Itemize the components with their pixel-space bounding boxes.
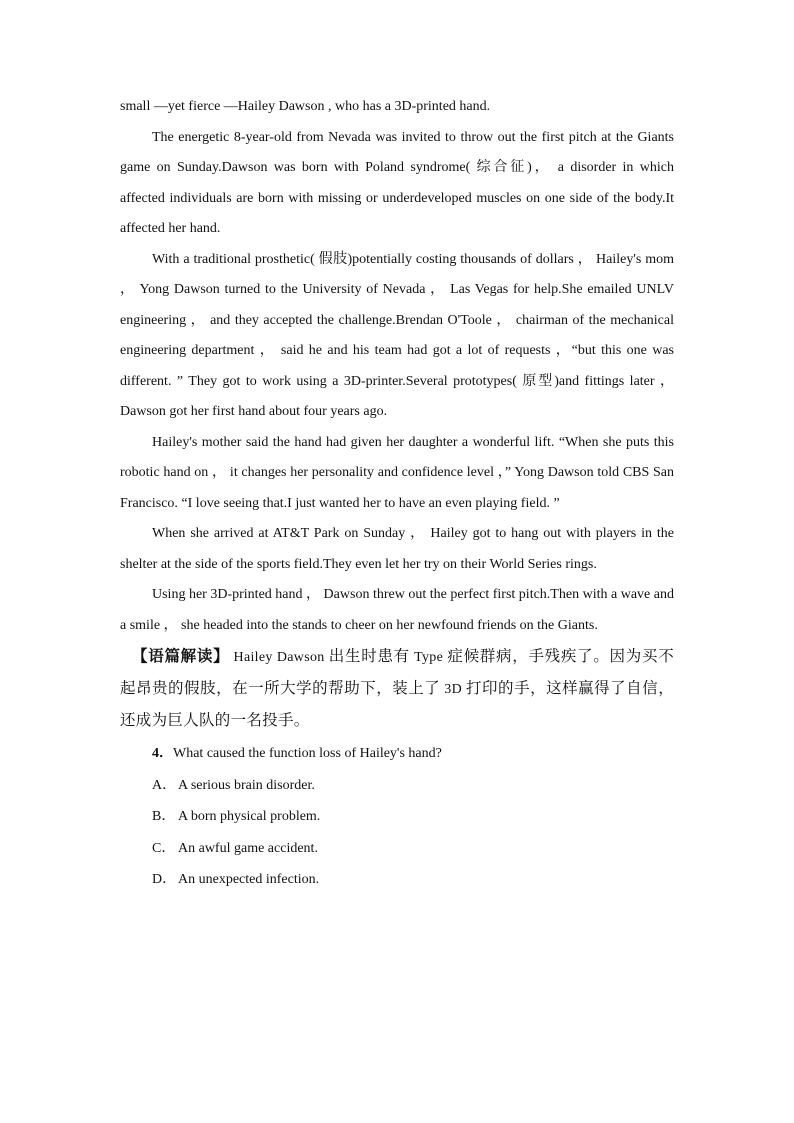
option-b	[120, 801, 674, 833]
option-a	[120, 770, 674, 802]
question-stem-line	[120, 738, 674, 770]
discourse-analysis-tag: 【语篇解读】	[132, 647, 230, 665]
option-text: An unexpected infection.	[178, 872, 320, 887]
guide-text-a: Hailey Dawson	[229, 650, 329, 665]
document-page	[120, 92, 674, 896]
guide-text-f: 打印的手，这样赢得了自信，还成为巨人队的一名投手。	[120, 679, 674, 729]
guide-text-e: 3D	[440, 682, 467, 697]
option-letter: A．	[152, 777, 177, 793]
option-letter: D．	[152, 872, 177, 887]
option-letter: C．	[152, 840, 176, 856]
option-d	[120, 864, 674, 896]
passage-paragraph-6: Using her 3D-printed hand ， Dawson threw out the perfect first pitch.Then with a wave and a smile ， she headed into the stands to cheer on her newfound friends on the Giants.	[120, 587, 674, 633]
question-number: 4．	[152, 746, 173, 761]
passage-paragraph-3: With a traditional prosthetic( 假肢)potentially costing thousands of dollars ， Hailey's mom ， Yong Dawson turned to the University of Nevada ， Las Vegas for help.She emailed UNLV engineering ， and they accepted the challenge.Brendan O'Toole ， chairman of the mechanical engineering department ， said he and his team had got a lot of requests ，“but this one was different. ” They got to work using a 3D-printer.Several prototypes( 原型)and fittings later ， Dawson got her first hand about four years ago.	[120, 251, 674, 419]
option-c	[120, 833, 674, 865]
guide-text-d: 症候群病，手残疾了。因为买不起昂贵的假肢，在一所大学的帮助下，装上了	[120, 647, 675, 697]
discourse-analysis	[120, 641, 674, 736]
passage-paragraph-4: Hailey's mother said the hand had given her daughter a wonderful lift. “When she puts this robotic hand on ， it changes her personality and confidence level ，” Yong Dawson told CBS San Francisco. “I love seeing that.I just wanted her to have an even playing field. ”	[120, 434, 674, 511]
question-4	[120, 738, 674, 896]
passage-paragraph-5: When she arrived at AT&T Park on Sunday ， Hailey got to hang out with players in the shelter at the side of the sports field.They even let her try on their World Series rings.	[120, 526, 674, 572]
option-letter: B．	[152, 809, 176, 824]
question-stem: What caused the function loss of Hailey's hand?	[173, 746, 442, 761]
option-text: A serious brain disorder.	[178, 777, 315, 793]
guide-text-c: Type	[409, 650, 448, 665]
passage-line-1: small —yet fierce —Hailey Dawson , who has a 3D-printed hand.	[120, 99, 491, 114]
option-text: An awful game accident.	[178, 840, 318, 856]
passage-paragraph-2: The energetic 8-year-old from Nevada was invited to throw out the first pitch at the Giants game on Sunday.Dawson was born with Poland syndrome( 综合征)， a disorder in which affected individuals are born with missing or underdeveloped muscles on one side of the body.It affected her hand.	[120, 129, 674, 236]
guide-text-b: 出生时患有	[328, 647, 410, 665]
option-text: A born physical problem.	[178, 809, 321, 824]
